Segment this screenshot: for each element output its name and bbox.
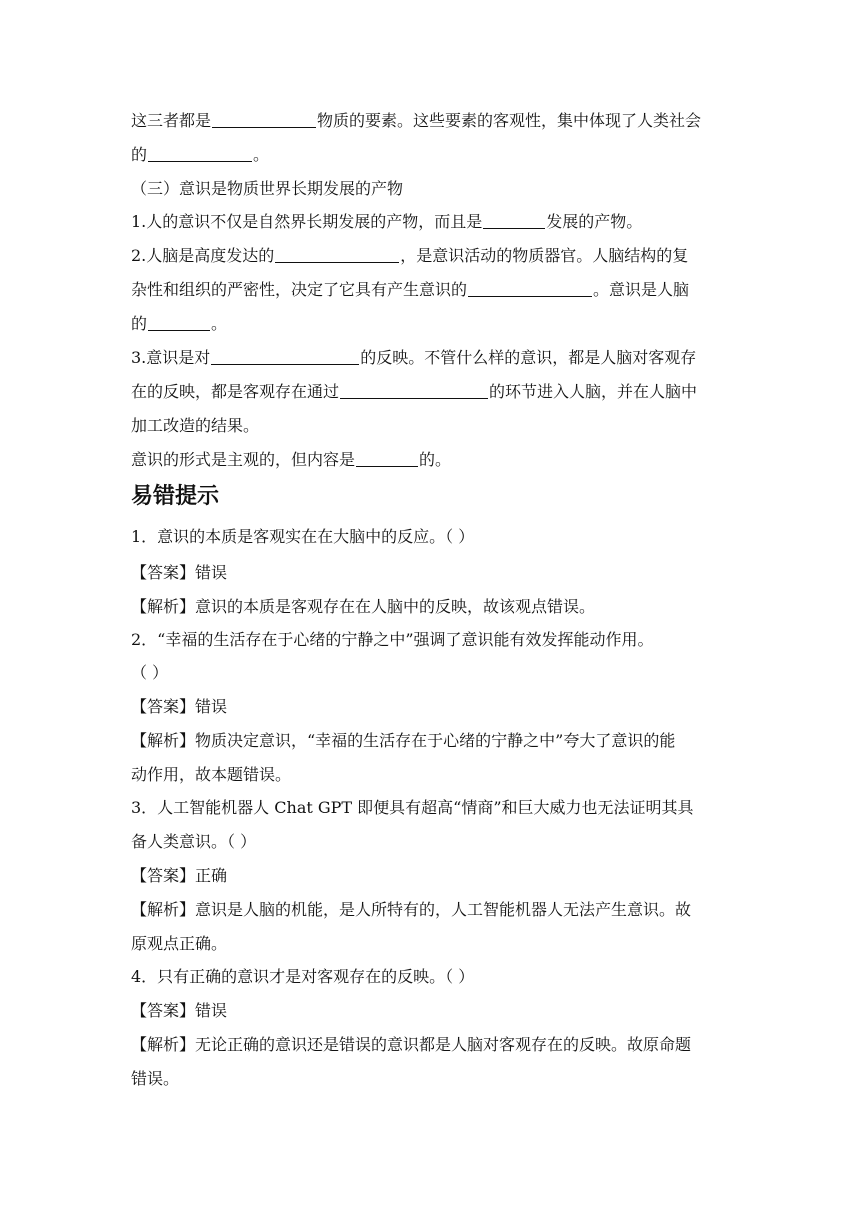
fill-blank[interactable] <box>275 246 399 263</box>
question-line: 1．意识的本质是客观实在在大脑中的反应。（ ） <box>131 527 475 546</box>
text-segment: 。 <box>253 145 270 164</box>
analysis-line: 动作用，故本题错误。 <box>131 765 292 784</box>
paragraph-line <box>131 245 731 267</box>
paragraph-line <box>131 347 731 369</box>
fill-blank[interactable] <box>148 314 210 331</box>
paragraph-line <box>131 211 731 233</box>
text-segment: 的 <box>131 145 148 164</box>
text-segment: 物质的要素。这些要素的客观性，集中体现了人类社会 <box>317 111 702 130</box>
text-segment: 这三者都是 <box>131 111 212 130</box>
paragraph-line <box>131 313 731 335</box>
text-segment: 的。 <box>419 450 452 469</box>
analysis-line: 【解析】物质决定意识，“幸福的生活存在于心绪的宁静之中”夸大了意识的能 <box>131 731 676 750</box>
section-heading: 易错提示 <box>131 484 220 509</box>
fill-blank[interactable] <box>468 280 592 297</box>
text-segment: ，是意识活动的物质器官。人脑结构的复 <box>400 246 689 265</box>
question-line: 备人类意识。（ ） <box>131 832 257 851</box>
answer-line: 【答案】错误 <box>131 1001 228 1020</box>
text-segment: 在的反映，都是客观存在通过 <box>131 382 340 401</box>
fill-blank[interactable] <box>356 450 418 467</box>
fill-blank[interactable] <box>148 145 252 162</box>
text-segment: 2.人脑是高度发达的 <box>131 246 275 265</box>
text-segment: 的 <box>131 314 148 333</box>
text-segment: 的环节进入人脑，并在人脑中 <box>489 382 698 401</box>
question-line: 2．“幸福的生活存在于心绪的宁静之中”强调了意识能有效发挥能动作用。 <box>131 630 654 649</box>
question-line: 4．只有正确的意识才是对客观存在的反映。（ ） <box>131 967 475 986</box>
paragraph-line <box>131 449 731 471</box>
question-line: （ ） <box>131 663 169 682</box>
fill-blank[interactable] <box>211 348 359 365</box>
paragraph-line <box>131 110 731 132</box>
text-segment: 杂性和组织的严密性，决定了它具有产生意识的 <box>131 280 468 299</box>
section-title: （三）意识是物质世界长期发展的产物 <box>131 179 404 198</box>
text-segment: 。意识是人脑 <box>593 280 690 299</box>
paragraph-line: 加工改造的结果。 <box>131 416 260 435</box>
text-segment: 3.意识是对 <box>131 348 211 367</box>
analysis-line: 【解析】意识的本质是客观存在在人脑中的反映，故该观点错误。 <box>131 597 596 616</box>
answer-line: 【答案】错误 <box>131 697 228 716</box>
question-line: 3．人工智能机器人 Chat GPT 即便具有超高“情商”和巨大威力也无法证明其具 <box>131 798 694 817</box>
paragraph-line <box>131 381 731 403</box>
text-segment: 发展的产物。 <box>546 212 643 231</box>
paragraph-line <box>131 279 731 301</box>
analysis-line: 【解析】无论正确的意识还是错误的意识都是人脑对客观存在的反映。故原命题 <box>131 1035 692 1054</box>
analysis-line: 【解析】意识是人脑的机能，是人所特有的，人工智能机器人无法产生意识。故 <box>131 900 692 919</box>
paragraph-line <box>131 144 731 166</box>
text-segment: 的反映。不管什么样的意识，都是人脑对客观存 <box>360 348 697 367</box>
answer-line: 【答案】错误 <box>131 563 228 582</box>
answer-line: 【答案】正确 <box>131 866 228 885</box>
fill-blank[interactable] <box>212 111 316 128</box>
fill-blank[interactable] <box>483 212 545 229</box>
text-segment: 。 <box>211 314 228 333</box>
fill-blank[interactable] <box>340 382 488 399</box>
analysis-line: 错误。 <box>131 1069 180 1088</box>
text-segment: 意识的形式是主观的，但内容是 <box>131 450 356 469</box>
analysis-line: 原观点正确。 <box>131 934 228 953</box>
text-segment: 1.人的意识不仅是自然界长期发展的产物，而且是 <box>131 212 483 231</box>
